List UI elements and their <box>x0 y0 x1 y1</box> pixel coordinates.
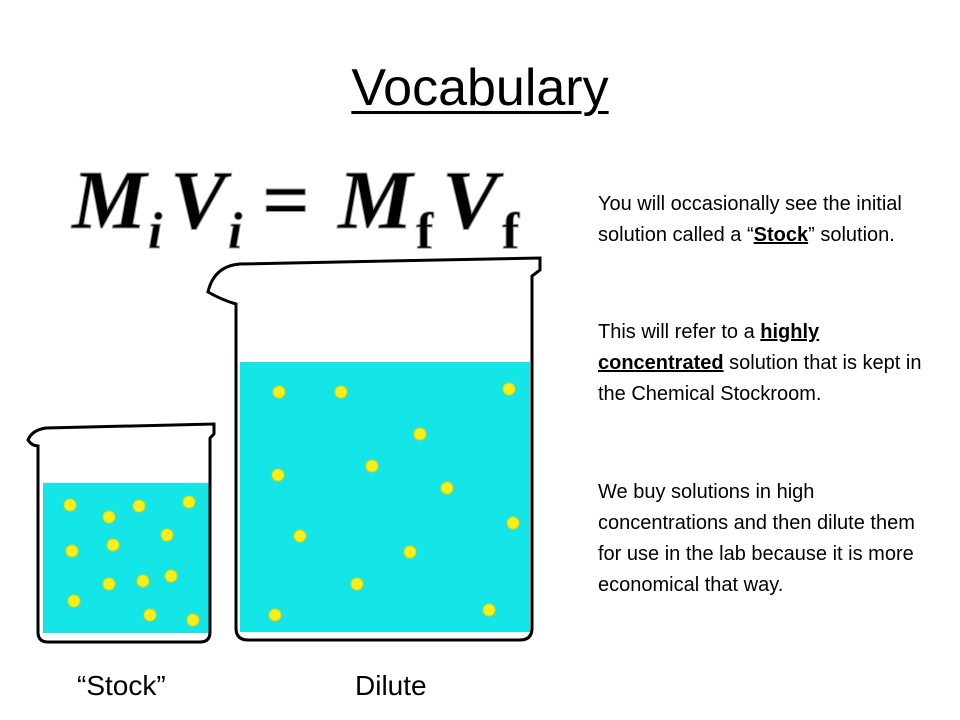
particle <box>366 460 378 472</box>
particle <box>272 469 284 481</box>
particle <box>351 578 363 590</box>
formula-v-initial: V <box>170 154 227 247</box>
particle <box>414 428 426 440</box>
particle <box>107 539 119 551</box>
dilute-beaker-label: Dilute <box>355 670 427 701</box>
formula-v-final: V <box>442 154 499 247</box>
particle <box>161 529 173 541</box>
particle <box>64 499 76 511</box>
highly-concentrated-term: highly concentrated <box>598 321 820 374</box>
particle <box>165 570 177 582</box>
dilute-beaker <box>208 258 540 640</box>
formula-equals: = <box>262 154 310 247</box>
formula-sub-i-v: i <box>228 203 243 260</box>
beaker-illustration <box>0 250 580 650</box>
concentration-paragraph <box>598 317 928 410</box>
particle <box>137 575 149 587</box>
dilute-liquid <box>240 362 530 632</box>
particle <box>133 500 145 512</box>
slide-title: Vocabulary <box>351 59 609 117</box>
particle <box>144 609 156 621</box>
particle <box>507 517 519 529</box>
stock-beaker <box>28 424 214 642</box>
particle <box>183 496 195 508</box>
stock-term: Stock <box>753 224 809 246</box>
particle <box>273 386 285 398</box>
particle <box>294 530 306 542</box>
particle <box>187 614 199 626</box>
concentration-text: This will refer to a <box>598 321 761 343</box>
formula-sub-f-v: f <box>502 203 520 260</box>
particle <box>103 578 115 590</box>
formula-m-initial: M <box>72 154 147 247</box>
stock-definition-end: ” solution. <box>808 224 895 246</box>
particle <box>269 609 281 621</box>
formula-sub-i-m: i <box>148 203 163 260</box>
stock-definition-text: You will occasionally see the initial solution called a “ <box>598 193 902 246</box>
particle <box>404 546 416 558</box>
particle <box>68 595 80 607</box>
stock-definition-paragraph <box>598 189 928 251</box>
particle <box>66 545 78 557</box>
particle <box>503 383 515 395</box>
concentration-text-end: solution that is kept in the Chemical Stockroom. <box>598 352 922 405</box>
economy-paragraph: We buy solutions in high concentrations and then dilute them for use in the lab because it is more economical that way. <box>598 481 915 596</box>
particle <box>483 604 495 616</box>
stock-beaker-label: “Stock” <box>77 670 166 701</box>
particle <box>441 482 453 494</box>
formula-sub-f-m: f <box>416 203 434 260</box>
formula-m-final: M <box>338 154 413 247</box>
particle <box>103 511 115 523</box>
particle <box>335 386 347 398</box>
